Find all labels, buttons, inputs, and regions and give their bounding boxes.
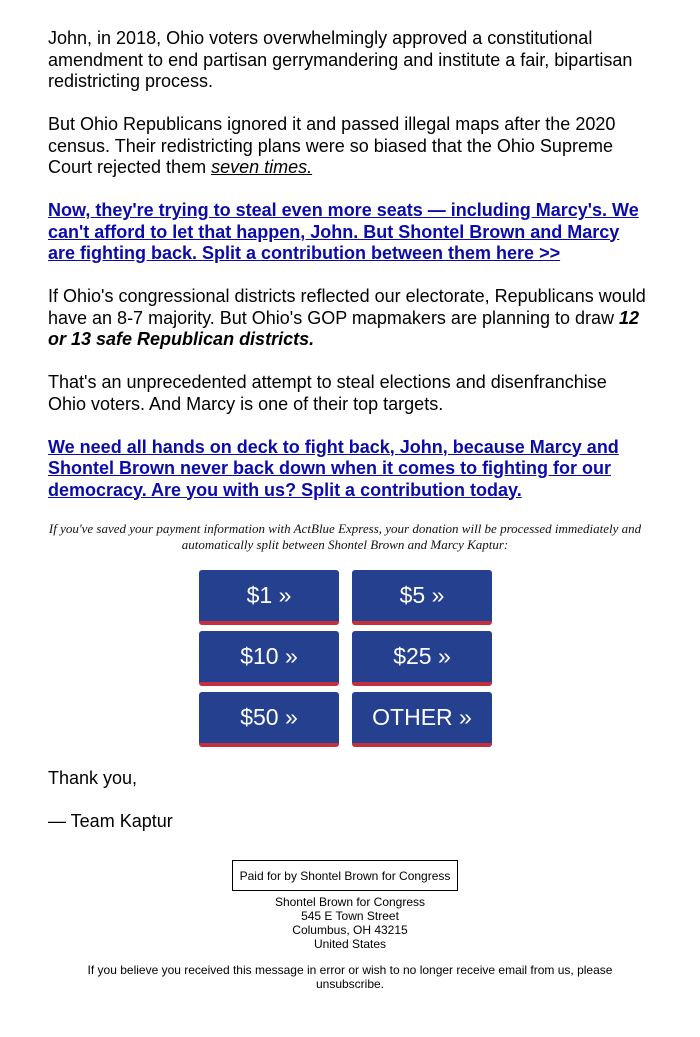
donate-button-grid xyxy=(199,570,492,747)
cta-paragraph-1 xyxy=(48,200,648,265)
donate-10-button[interactable]: $10 » xyxy=(199,631,339,686)
donate-1-button[interactable]: $1 » xyxy=(199,570,339,625)
cta-paragraph-2 xyxy=(48,437,648,502)
split-contribution-link-2[interactable]: We need all hands on deck to fight back, John, because Marcy and Shontel Brown never back down when it comes to fighting for our democracy. Are you with us? Split a contribution today. xyxy=(48,436,619,500)
paragraph-districts-text: If Ohio's congressional districts reflected our electorate, Republicans would have an 8-7 majority. But Ohio's GOP mapmakers are planning to draw xyxy=(48,286,646,328)
donate-50-button[interactable]: $50 » xyxy=(199,692,339,747)
paragraph-maps xyxy=(48,114,648,179)
email-body xyxy=(48,28,648,523)
paragraph-intro: John, in 2018, Ohio voters overwhelmingly approved a constitutional amendment to end partisan gerrymandering and institute a fair, bipartisan redistricting process. xyxy=(48,28,633,91)
mailing-address xyxy=(200,895,500,951)
split-contribution-link-1[interactable]: Now, they're trying to steal even more seats — including Marcy's. We can't afford to let that happen, John. But Shontel Brown and Marcy are fighting back. Split a contribution between them here >> xyxy=(48,200,639,263)
donate-other-button[interactable]: OTHER » xyxy=(352,692,492,747)
seven-times-emphasis: seven times. xyxy=(211,157,313,177)
address-street: 545 E Town Street xyxy=(301,909,399,923)
closing-signature: — Team Kaptur xyxy=(48,811,173,831)
paid-for-disclaimer: Paid for by Shontel Brown for Congress xyxy=(232,860,458,891)
address-city: Columbus, OH 43215 xyxy=(292,923,408,937)
paragraph-targets: That's an unprecedented attempt to steal elections and disenfranchise Ohio voters. And Marcy is one of their top targets. xyxy=(48,372,607,414)
closing-thanks: Thank you, xyxy=(48,768,138,788)
paragraph-maps-text: But Ohio Republicans ignored it and passed illegal maps after the 2020 census. Their redistricting plans were so biased that the Ohio Supreme Court rejected them xyxy=(48,114,616,177)
donate-5-button[interactable]: $5 » xyxy=(352,570,492,625)
actblue-express-note: If you've saved your payment information with ActBlue Express, your donation will be processed immediately and automatically split between Shontel Brown and Marcy Kaptur: xyxy=(48,521,642,552)
paragraph-districts xyxy=(48,286,648,351)
unsubscribe-text: If you believe you received this message in error or wish to no longer receive email from us, please xyxy=(87,963,613,977)
safe-districts-emphasis: 12 or 13 safe Republican districts. xyxy=(48,307,640,349)
address-org: Shontel Brown for Congress xyxy=(274,895,426,909)
unsubscribe-link[interactable]: unsubscribe. xyxy=(315,977,385,991)
donate-25-button[interactable]: $25 » xyxy=(352,631,492,686)
address-country: United States xyxy=(313,937,387,951)
unsubscribe-notice xyxy=(60,963,640,991)
